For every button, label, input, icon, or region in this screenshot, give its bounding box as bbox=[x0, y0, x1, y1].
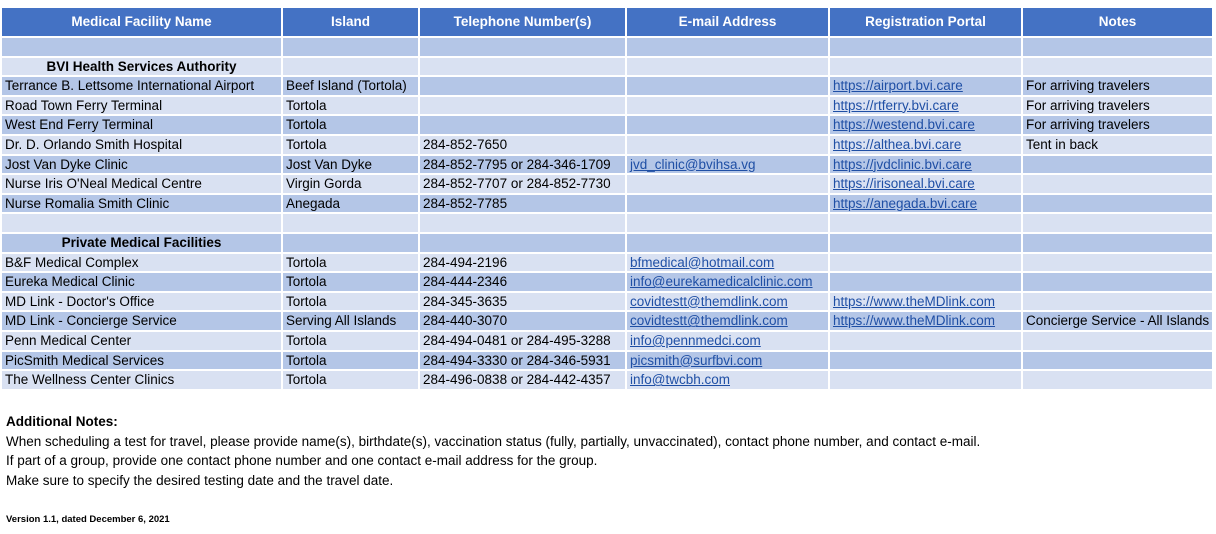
phone-cell: 284-440-3070 bbox=[419, 311, 626, 331]
notes-line: If part of a group, provide one contact phone number and one contact e-mail address for the group. bbox=[6, 453, 598, 469]
email-link[interactable]: bfmedical@hotmail.com bbox=[630, 254, 775, 270]
facilities-table bbox=[2, 8, 1214, 391]
name-cell: B&F Medical Complex bbox=[2, 253, 282, 273]
email-cell bbox=[626, 96, 829, 116]
portal-cell bbox=[829, 96, 1022, 116]
phone-cell: 284-345-3635 bbox=[419, 292, 626, 312]
email-cell bbox=[626, 311, 829, 331]
blank-cell bbox=[282, 57, 419, 77]
notes-cell: For arriving travelers bbox=[1022, 115, 1213, 135]
island-cell: Tortola bbox=[282, 292, 419, 312]
name-cell: Nurse Romalia Smith Clinic bbox=[2, 194, 282, 214]
table-row bbox=[2, 351, 1213, 371]
col-header-email: E-mail Address bbox=[626, 8, 829, 37]
island-cell: Jost Van Dyke bbox=[282, 155, 419, 175]
portal-link[interactable]: https://althea.bvi.care bbox=[833, 136, 962, 152]
name-cell: MD Link - Doctor's Office bbox=[2, 292, 282, 312]
table-row bbox=[2, 311, 1213, 331]
table-row bbox=[2, 272, 1213, 292]
email-link[interactable]: info@pennmedci.com bbox=[630, 332, 761, 348]
portal-link[interactable]: https://rtferry.bvi.care bbox=[833, 97, 959, 113]
portal-cell bbox=[829, 174, 1022, 194]
blank-cell bbox=[2, 37, 282, 57]
blank-cell bbox=[419, 233, 626, 253]
island-cell: Tortola bbox=[282, 135, 419, 155]
section-header-row bbox=[2, 233, 1213, 253]
col-header-island: Island bbox=[282, 8, 419, 37]
blank-cell bbox=[1022, 233, 1213, 253]
portal-link[interactable]: https://www.theMDlink.com bbox=[833, 313, 996, 329]
island-cell: Tortola bbox=[282, 115, 419, 135]
email-cell bbox=[626, 76, 829, 96]
phone-cell: 284-496-0838 or 284-442-4357 bbox=[419, 370, 626, 390]
notes-heading: Additional Notes: bbox=[6, 414, 118, 429]
blank-cell bbox=[829, 213, 1022, 233]
notes-cell bbox=[1022, 331, 1213, 351]
table-row bbox=[2, 76, 1213, 96]
name-cell: The Wellness Center Clinics bbox=[2, 370, 282, 390]
notes-cell: Concierge Service - All Islands bbox=[1022, 311, 1213, 331]
email-link[interactable]: covidtestt@themdlink.com bbox=[630, 293, 788, 309]
table-row bbox=[2, 155, 1213, 175]
portal-cell bbox=[829, 272, 1022, 292]
notes-cell: Tent in back bbox=[1022, 135, 1213, 155]
island-cell: Tortola bbox=[282, 370, 419, 390]
portal-link[interactable]: https://airport.bvi.care bbox=[833, 78, 963, 94]
blank-cell bbox=[282, 233, 419, 253]
notes-cell bbox=[1022, 292, 1213, 312]
section-header-row bbox=[2, 57, 1213, 77]
blank-cell bbox=[282, 37, 419, 57]
notes-line: Make sure to specify the desired testing date and the travel date. bbox=[6, 472, 394, 488]
name-cell: Eureka Medical Clinic bbox=[2, 272, 282, 292]
email-cell bbox=[626, 292, 829, 312]
blank-cell bbox=[626, 37, 829, 57]
blank-cell bbox=[1022, 57, 1213, 77]
portal-cell bbox=[829, 194, 1022, 214]
blank-cell bbox=[626, 57, 829, 77]
table-row bbox=[2, 253, 1213, 273]
table-row bbox=[2, 194, 1213, 214]
phone-cell: 284-494-0481 or 284-495-3288 bbox=[419, 331, 626, 351]
email-link[interactable]: jvd_clinic@bvihsa.vg bbox=[630, 156, 756, 172]
col-header-registration-portal: Registration Portal bbox=[829, 8, 1022, 37]
portal-cell bbox=[829, 331, 1022, 351]
email-cell bbox=[626, 115, 829, 135]
blank-cell bbox=[829, 37, 1022, 57]
email-cell bbox=[626, 194, 829, 214]
blank-cell bbox=[626, 213, 829, 233]
notes-cell: For arriving travelers bbox=[1022, 96, 1213, 116]
notes-cell bbox=[1022, 351, 1213, 371]
email-cell bbox=[626, 351, 829, 371]
notes-cell bbox=[1022, 155, 1213, 175]
name-cell: Road Town Ferry Terminal bbox=[2, 96, 282, 116]
email-cell bbox=[626, 370, 829, 390]
table-row bbox=[2, 174, 1213, 194]
island-cell: Tortola bbox=[282, 96, 419, 116]
name-cell: MD Link - Concierge Service bbox=[2, 311, 282, 331]
island-cell: Anegada bbox=[282, 194, 419, 214]
email-cell bbox=[626, 253, 829, 273]
table-row bbox=[2, 96, 1213, 116]
notes-cell bbox=[1022, 370, 1213, 390]
island-cell: Tortola bbox=[282, 253, 419, 273]
blank-cell bbox=[419, 213, 626, 233]
portal-cell bbox=[829, 253, 1022, 273]
phone-cell bbox=[419, 96, 626, 116]
portal-link[interactable]: https://westend.bvi.care bbox=[833, 117, 975, 133]
notes-cell bbox=[1022, 253, 1213, 273]
email-link[interactable]: picsmith@surfbvi.com bbox=[630, 352, 763, 368]
email-cell bbox=[626, 135, 829, 155]
portal-cell bbox=[829, 311, 1022, 331]
blank-cell bbox=[1022, 213, 1213, 233]
island-cell: Tortola bbox=[282, 272, 419, 292]
portal-link[interactable]: https://jvdclinic.bvi.care bbox=[833, 156, 972, 172]
blank-cell bbox=[2, 213, 282, 233]
phone-cell: 284-444-2346 bbox=[419, 272, 626, 292]
notes-cell bbox=[1022, 174, 1213, 194]
phone-cell bbox=[419, 115, 626, 135]
blank-cell bbox=[829, 57, 1022, 77]
name-cell: PicSmith Medical Services bbox=[2, 351, 282, 371]
section-title: Private Medical Facilities bbox=[2, 233, 282, 253]
blank-cell bbox=[419, 37, 626, 57]
blank-cell bbox=[282, 213, 419, 233]
table-row bbox=[2, 135, 1213, 155]
portal-cell bbox=[829, 135, 1022, 155]
blank-row bbox=[2, 37, 1213, 57]
email-cell bbox=[626, 272, 829, 292]
phone-cell: 284-852-7795 or 284-346-1709 bbox=[419, 155, 626, 175]
table-row bbox=[2, 292, 1213, 312]
name-cell: Terrance B. Lettsome International Airport bbox=[2, 76, 282, 96]
table-body bbox=[2, 37, 1213, 390]
col-header-notes: Notes bbox=[1022, 8, 1213, 37]
version-label: Version 1.1, dated December 6, 2021 bbox=[6, 514, 170, 525]
phone-cell: 284-494-3330 or 284-346-5931 bbox=[419, 351, 626, 371]
island-cell: Virgin Gorda bbox=[282, 174, 419, 194]
section-title: BVI Health Services Authority bbox=[2, 57, 282, 77]
table-row bbox=[2, 115, 1213, 135]
blank-row bbox=[2, 213, 1213, 233]
blank-cell bbox=[829, 233, 1022, 253]
email-link[interactable]: covidtestt@themdlink.com bbox=[630, 313, 788, 329]
blank-cell bbox=[419, 57, 626, 77]
email-cell bbox=[626, 155, 829, 175]
email-cell bbox=[626, 174, 829, 194]
notes-line: When scheduling a test for travel, please provide name(s), birthdate(s), vaccination status (fully, partially, unvaccinated), contact phone number, and contact e-mail. bbox=[6, 433, 981, 449]
phone-cell: 284-852-7707 or 284-852-7730 bbox=[419, 174, 626, 194]
table-row bbox=[2, 331, 1213, 351]
email-cell bbox=[626, 331, 829, 351]
portal-link[interactable]: https://anegada.bvi.care bbox=[833, 195, 978, 211]
email-link[interactable]: info@twcbh.com bbox=[630, 372, 730, 388]
table-header-row bbox=[2, 8, 1213, 37]
notes-cell bbox=[1022, 194, 1213, 214]
portal-cell bbox=[829, 155, 1022, 175]
blank-cell bbox=[626, 233, 829, 253]
portal-link[interactable]: https://irisoneal.bvi.care bbox=[833, 176, 975, 192]
portal-cell bbox=[829, 370, 1022, 390]
island-cell: Serving All Islands bbox=[282, 311, 419, 331]
name-cell: Dr. D. Orlando Smith Hospital bbox=[2, 135, 282, 155]
island-cell: Tortola bbox=[282, 331, 419, 351]
name-cell: Penn Medical Center bbox=[2, 331, 282, 351]
portal-cell bbox=[829, 115, 1022, 135]
table-row bbox=[2, 370, 1213, 390]
phone-cell: 284-494-2196 bbox=[419, 253, 626, 273]
col-header-telephone: Telephone Number(s) bbox=[419, 8, 626, 37]
phone-cell bbox=[419, 76, 626, 96]
name-cell: Nurse Iris O'Neal Medical Centre bbox=[2, 174, 282, 194]
phone-cell: 284-852-7785 bbox=[419, 194, 626, 214]
notes-cell bbox=[1022, 272, 1213, 292]
col-header-facility-name: Medical Facility Name bbox=[2, 8, 282, 37]
notes-cell: For arriving travelers bbox=[1022, 76, 1213, 96]
island-cell: Beef Island (Tortola) bbox=[282, 76, 419, 96]
portal-cell bbox=[829, 351, 1022, 371]
portal-cell bbox=[829, 76, 1022, 96]
name-cell: Jost Van Dyke Clinic bbox=[2, 155, 282, 175]
name-cell: West End Ferry Terminal bbox=[2, 115, 282, 135]
blank-cell bbox=[1022, 37, 1213, 57]
email-link[interactable]: info@eurekamedicalclinic.com bbox=[630, 274, 813, 290]
portal-link[interactable]: https://www.theMDlink.com bbox=[833, 293, 996, 309]
portal-cell bbox=[829, 292, 1022, 312]
additional-notes bbox=[6, 412, 980, 490]
island-cell: Tortola bbox=[282, 351, 419, 371]
phone-cell: 284-852-7650 bbox=[419, 135, 626, 155]
